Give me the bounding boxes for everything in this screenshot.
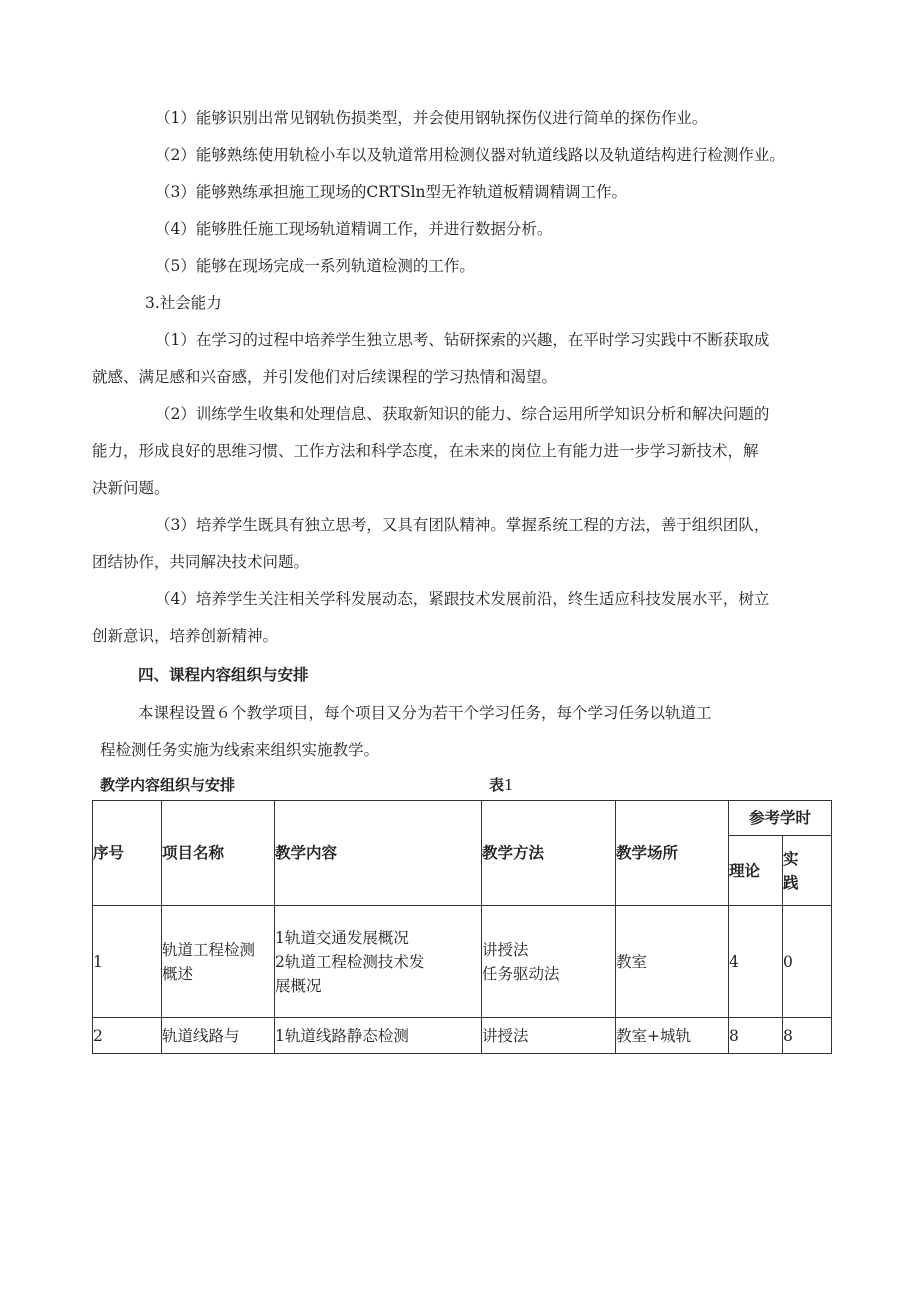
cell-content-line-2: 2轨道工程检测技术发 [275, 952, 425, 971]
paragraph-social-2-line-2: 能力，形成良好的思维习惯、工作方法和科学态度，在未来的岗位上有能力进一步学习新技术，解 [92, 442, 759, 460]
paragraph-skill-1: （1）能够识别出常见钢轨伤损类型，并会使用钢轨探伤仪进行简单的探伤作业。 [155, 109, 708, 127]
table-caption-label-text: 表 [489, 776, 505, 794]
header-practice-line-1: 实 [783, 849, 799, 868]
header-hours: 参考学时 [729, 801, 832, 836]
table-caption-title: 教学内容组织与安排 [100, 776, 236, 794]
cell-theory: 4 [729, 906, 783, 1018]
cell-content-line-1: 1轨道交通发展概况 [275, 928, 409, 947]
table-row [93, 1018, 832, 1054]
cell-place: 教室+城轨 [616, 1018, 729, 1054]
section-heading-course-content: 四、课程内容组织与安排 [138, 666, 309, 684]
paragraph-intro-line-2: 程检测任务实施为线索来组织实施教学。 [100, 741, 380, 759]
paragraph-social-3-line-2: 团结协作，共同解决技术问题。 [92, 553, 310, 571]
cell-practice: 8 [783, 1018, 832, 1054]
paragraph-skill-4: （4）能够胜任施工现场轨道精调工作，并进行数据分析。 [155, 220, 553, 238]
cell-no: 2 [93, 1018, 162, 1054]
cell-content: 1轨道线路静态检测 [275, 1018, 482, 1054]
cell-method-line-1: 讲授法 [482, 940, 529, 959]
paragraph-social-4-line-1: （4）培养学生关注相关学科发展动态，紧跟技术发展前沿，终生适应科技发展水平，树立 [155, 590, 770, 608]
cell-name-line-1: 轨道工程检测 [162, 940, 256, 959]
header-content: 教学内容 [275, 801, 482, 906]
paragraph-social-3-line-1: （3）培养学生既具有独立思考，又具有团队精神。掌握系统工程的方法，善于组织团队， [155, 516, 770, 534]
cell-name: 轨道线路与 [162, 1018, 275, 1054]
cell-name [162, 906, 275, 1018]
paragraph-social-1-line-2: 就感、满足感和兴奋感，并引发他们对后续课程的学习热情和渴望。 [92, 368, 558, 386]
teaching-content-table [92, 800, 832, 1054]
paragraph-skill-5: （5）能够在现场完成一系列轨道检测的工作。 [155, 257, 475, 275]
cell-method-line-2: 任务驱动法 [482, 964, 560, 983]
table-caption-number: 1 [504, 776, 514, 794]
cell-practice: 0 [783, 906, 832, 1018]
section-heading-social: 3.社会能力 [145, 294, 222, 312]
cell-method [482, 906, 616, 1018]
header-practice [783, 836, 832, 906]
paragraph-social-2-line-3: 决新问题。 [92, 479, 170, 497]
table-row [93, 906, 832, 1018]
table-caption-label [489, 774, 514, 796]
header-name: 项目名称 [162, 801, 275, 906]
paragraph-intro-line-1: 本课程设置６个教学项目，每个项目又分为若干个学习任务，每个学习任务以轨道工 [138, 704, 712, 722]
cell-theory: 8 [729, 1018, 783, 1054]
header-no: 序号 [93, 801, 162, 906]
cell-content-line-3: 展概况 [275, 976, 322, 995]
paragraph-social-1-line-1: （1）在学习的过程中培养学生独立思考、钻研探索的兴趣，在平时学习实践中不断获取成 [155, 331, 770, 349]
paragraph-social-4-line-2: 创新意识，培养创新精神。 [92, 627, 279, 645]
cell-place: 教室 [616, 906, 729, 1018]
cell-no: 1 [93, 906, 162, 1018]
header-theory: 理论 [729, 836, 783, 906]
header-place: 教学场所 [616, 801, 729, 906]
cell-method: 讲授法 [482, 1018, 616, 1054]
table-header-row [93, 801, 832, 836]
paragraph-skill-2: （2）能够熟练使用轨检小车以及轨道常用检测仪器对轨道线路以及轨道结构进行检测作业。 [155, 146, 785, 164]
header-method: 教学方法 [482, 801, 616, 906]
cell-name-line-2: 概述 [162, 964, 194, 983]
paragraph-social-2-line-1: （2）训练学生收集和处理信息、获取新知识的能力、综合运用所学知识分析和解决问题的 [155, 405, 770, 423]
cell-content [275, 906, 482, 1018]
paragraph-skill-3: （3）能够熟练承担施工现场的CRTSln型无祚轨道板精调精调工作。 [155, 183, 628, 201]
header-practice-line-2: 践 [783, 873, 799, 892]
